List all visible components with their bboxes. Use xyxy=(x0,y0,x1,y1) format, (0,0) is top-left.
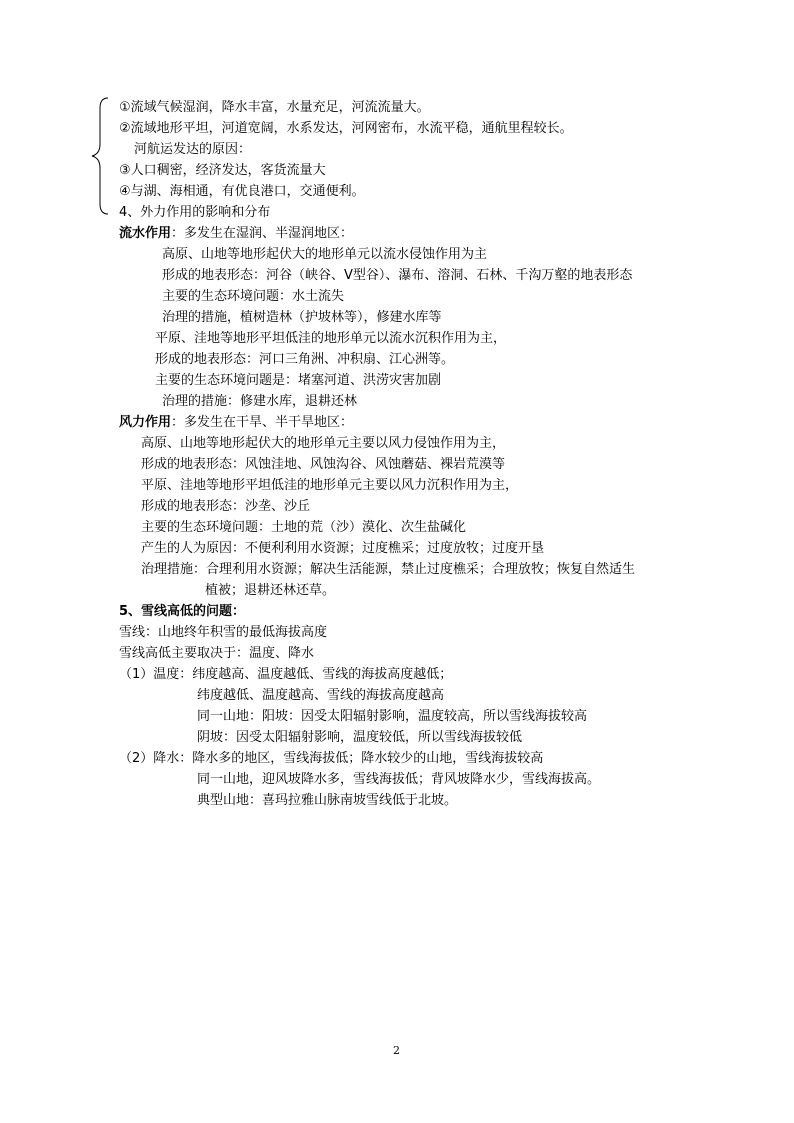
text-line: 产生的人为原因：不便利利用水资源；过度樵采；过度放牧；过度开垦 xyxy=(141,541,545,556)
text-line: 形成的地表形态：风蚀洼地、风蚀沟谷、风蚀蘑菇、裸岩荒漠等 xyxy=(141,457,506,472)
text-line: 主要的生态环境问题：水土流失 xyxy=(162,289,345,304)
text-line: 高原、山地等地形起伏大的地形单元以流水侵蚀作用为主 xyxy=(162,247,488,262)
subheading-wind xyxy=(119,414,353,432)
text-line: 形成的地表形态：河口三角洲、冲积扇、江心洲等。 xyxy=(155,352,455,367)
text-line: 高原、山地等地形起伏大的地形单元主要以风力侵蚀作用为主， xyxy=(141,436,506,451)
section-heading: 5、雪线高低的问题： xyxy=(119,604,246,619)
subheading-water xyxy=(119,225,353,243)
page-number: 2 xyxy=(393,1044,400,1057)
text-line: ③人口稠密，经济发达，客货流量大 xyxy=(119,163,326,178)
subheading-rest: ：多发生在干旱、半干旱地区： xyxy=(171,415,354,430)
left-brace xyxy=(90,96,110,216)
text-line: ④与湖、海相通，有优良港口，交通便利。 xyxy=(119,184,365,199)
text-line: 纬度越低、温度越高、雪线的海拔高度越高 xyxy=(197,688,445,703)
bold-term: 风力作用 xyxy=(119,415,172,430)
text-line: 同一山地，迎风坡降水多，雪线海拔低；背风坡降水少，雪线海拔高。 xyxy=(197,772,601,787)
text-line: ①流域气候湿润，降水丰富，水量充足，河流流量大。 xyxy=(119,100,430,115)
text-line: 河航运发达的原因： xyxy=(134,142,252,157)
text-line: 治理的措施：修建水库，退耕还林 xyxy=(162,394,358,409)
text-line: （2）降水：降水多的地区，雪线海拔低；降水较少的山地，雪线海拔较高 xyxy=(119,751,544,766)
text-line: 雪线高低主要取决于：温度、降水 xyxy=(119,646,315,661)
text-line: 平原、洼地等地形平坦低洼的地形单元主要以风力沉积作用为主， xyxy=(141,478,519,493)
text-line: 主要的生态环境问题：土地的荒（沙）漠化、次生盐碱化 xyxy=(141,520,467,535)
text-line: ②流域地形平坦，河道宽阔，水系发达，河网密布，水流平稳，通航里程较长。 xyxy=(119,121,573,136)
text-line: 形成的地表形态：河谷（峡谷、V型谷）、瀑布、溶洞、石林、千沟万壑的地表形态 xyxy=(162,268,633,283)
text-line: 形成的地表形态：沙垄、沙丘 xyxy=(141,499,311,514)
text-line: 主要的生态环境问题是：堵塞河道、洪涝灾害加剧 xyxy=(155,373,442,388)
text-line: 治理措施：合理利用水资源；解决生活能源，禁止过度樵采；合理放牧；恢复自然适生 xyxy=(141,562,636,577)
bold-term: 流水作用 xyxy=(119,226,172,241)
text-line: 植被；退耕还林还草。 xyxy=(205,583,336,598)
section-heading: 4、外力作用的影响和分布 xyxy=(119,205,271,220)
text-line: 典型山地：喜玛拉雅山脉南坡雪线低于北坡。 xyxy=(197,793,458,808)
text-line: （1）温度：纬度越高、温度越低、雪线的海拔高度越低； xyxy=(119,667,453,682)
text-line: 同一山地：阳坡：因受太阳辐射影响，温度较高，所以雪线海拔较高 xyxy=(197,709,588,724)
subheading-rest: ：多发生在湿润、半湿润地区： xyxy=(171,226,354,241)
text-line: 平原、洼地等地形平坦低洼的地形单元以流水沉积作用为主， xyxy=(155,331,507,346)
text-line: 阴坡：因受太阳辐射影响，温度较低，所以雪线海拔较低 xyxy=(197,730,523,745)
text-line: 治理的措施，植树造林（护坡林等），修建水库等 xyxy=(162,310,442,325)
text-line: 雪线：山地终年积雪的最低海拔高度 xyxy=(119,625,328,640)
